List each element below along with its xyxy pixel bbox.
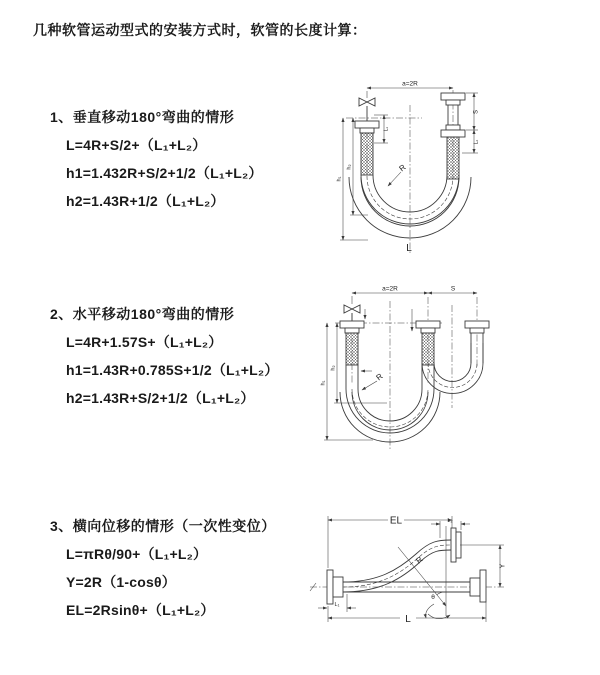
dim-label-h1: h₁ bbox=[320, 380, 327, 386]
dim-label-width: a=2R bbox=[402, 80, 418, 88]
dim-label-l2: L₂ bbox=[447, 518, 453, 524]
section-1-formula-h1: h1=1.432R+S/2+1/2（L₁+L₂） bbox=[66, 165, 263, 181]
section-3-heading: 3、横向位移的情形（一次性变位） bbox=[50, 518, 276, 534]
section-1-formula-l: L=4R+S/2+（L₁+L₂） bbox=[66, 137, 207, 153]
braided-section bbox=[346, 333, 358, 365]
section-1-formula-h2: h2=1.43R+1/2（L₁+L₂） bbox=[66, 193, 225, 209]
section-3-formula-el: EL=2Rsinθ+（L₁+L₂） bbox=[66, 602, 215, 618]
dim-label-width: a=2R bbox=[382, 285, 398, 293]
dim-label-s: S bbox=[450, 285, 456, 293]
valve-icon bbox=[359, 98, 375, 121]
diagram-lateral-displacement bbox=[300, 500, 595, 645]
left-flange bbox=[355, 121, 379, 133]
dim-label-y: Y bbox=[499, 563, 507, 569]
dim-label-l1: L₁ bbox=[383, 126, 390, 132]
dim-label-s: S bbox=[473, 109, 480, 115]
section-3-formula-l: L=πRθ/90+（L₁+L₂） bbox=[66, 546, 208, 562]
braided-section bbox=[447, 137, 459, 179]
dim-label-l2: L₂ bbox=[473, 139, 480, 145]
valve-icon bbox=[344, 305, 360, 321]
radius-line bbox=[398, 547, 446, 606]
middle-flange bbox=[416, 321, 440, 333]
braided-section bbox=[422, 333, 434, 365]
dim-label-l: L bbox=[405, 614, 411, 625]
page-title: 几种软管运动型式的安装方式时，软管的长度计算： bbox=[33, 22, 367, 38]
angle-label: θ bbox=[431, 594, 435, 601]
section-1-heading: 1、垂直移动180°弯曲的情形 bbox=[50, 109, 235, 125]
left-flange bbox=[327, 570, 343, 604]
leader-line-r bbox=[388, 172, 401, 186]
section-2-formula-h2: h2=1.43R+S/2+1/2（L₁+L₂） bbox=[66, 390, 255, 406]
section-2-formula-l: L=4R+1.57S+（L₁+L₂） bbox=[66, 334, 223, 350]
dim-label-h1: h₁ bbox=[336, 176, 343, 182]
left-flange bbox=[340, 321, 364, 333]
diagram-horizontal-180-bend bbox=[315, 283, 585, 458]
leader-line-r bbox=[362, 381, 377, 390]
dim-label-h2: h₂ bbox=[330, 365, 337, 371]
hose-s-curve bbox=[343, 540, 451, 592]
radius-label: R bbox=[374, 371, 385, 383]
section-2-formula-h1: h1=1.43R+0.785S+1/2（L₁+L₂） bbox=[66, 362, 279, 378]
right-flange bbox=[470, 570, 486, 602]
dim-label-h2: h₂ bbox=[346, 164, 353, 170]
section-3-formula-y: Y=2R（1-cosθ） bbox=[66, 574, 176, 590]
radius-label: R bbox=[397, 162, 408, 174]
radius-label: R bbox=[414, 554, 425, 566]
dim-label-l1: L₁ bbox=[334, 602, 340, 608]
right-flange bbox=[465, 321, 489, 333]
angle-arrow bbox=[426, 604, 434, 618]
top-right-flange bbox=[451, 528, 461, 562]
dim-label-el: EL bbox=[389, 515, 403, 527]
section-2-heading: 2、水平移动180°弯曲的情形 bbox=[50, 306, 235, 322]
length-label: L bbox=[406, 243, 412, 254]
braided-section bbox=[361, 133, 373, 175]
diagram-vertical-180-bend bbox=[310, 75, 580, 260]
